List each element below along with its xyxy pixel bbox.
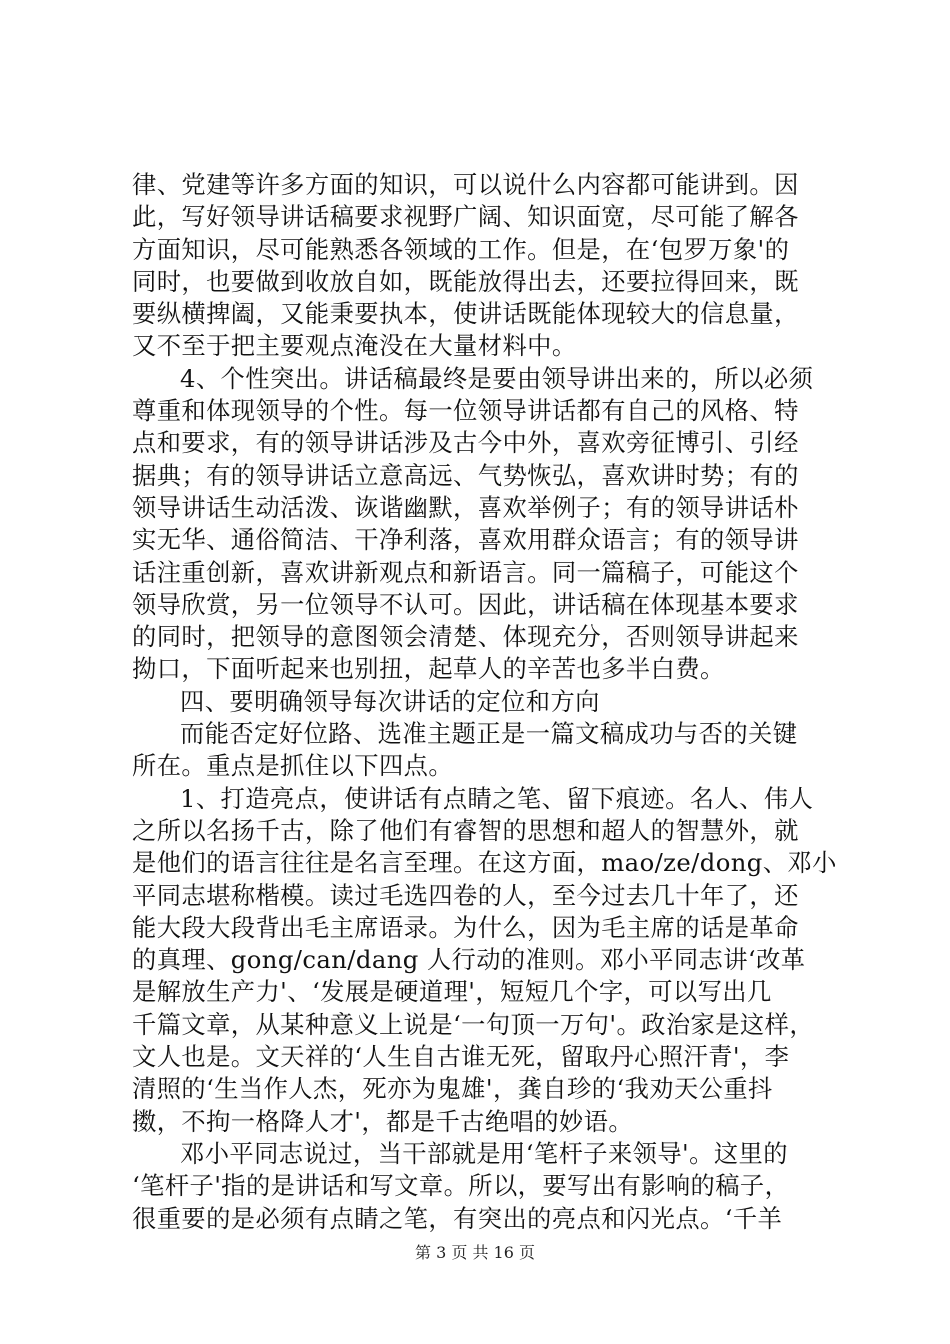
page-footer: 第 3 页 共 16 页 — [415, 1243, 535, 1262]
text-line: 清照的‘生当作人杰，死亦为鬼雄'，龚自珍的‘我劝天公重抖 — [132, 1074, 773, 1104]
text-line: 千篇文章，从某种意义上说是‘一句顶一万句'。政治家是这样， — [132, 1009, 815, 1039]
text-line: 点和要求，有的领导讲话涉及古今中外，喜欢旁征博引、引经 — [132, 428, 799, 458]
text-line: 又不至于把主要观点淹没在大量材料中。 — [132, 331, 577, 361]
text-line: 领导讲话生动活泼、诙谐幽默，喜欢举例子；有的领导讲话朴 — [132, 492, 799, 522]
text-line: 擞，不拘一格降人才'，都是千古绝唱的妙语。 — [132, 1106, 634, 1136]
text-line: 律、党建等许多方面的知识，可以说什么内容都可能讲到。因 — [132, 170, 799, 199]
text-line: 的真理、gong/can/dang 人行动的准则。邓小平同志讲‘改革 — [132, 945, 806, 975]
text-line: 尊重和体现领导的个性。每一位领导讲话都有自己的风格、特 — [132, 396, 799, 426]
text-line: 能大段大段背出毛主席语录。为什么，因为毛主席的话是革命 — [132, 912, 799, 942]
text-line: 而能否定好位路、选准主题正是一篇文稿成功与否的关键 — [180, 719, 798, 749]
text-line: 之所以名扬千古，除了他们有睿智的思想和超人的智慧外，就 — [132, 815, 799, 845]
text-line: 据典；有的领导讲话立意高远、气势恢弘，喜欢讲时势；有的 — [132, 460, 799, 490]
text-line: 4、个性突出。讲话稿最终是要由领导讲出来的，所以必须 — [180, 363, 814, 393]
text-line: 四、要明确领导每次讲话的定位和方向 — [180, 686, 600, 716]
text-line: 领导欣赏，另一位领导不认可。因此，讲话稿在体现基本要求 — [132, 589, 799, 619]
text-line: 话注重创新，喜欢讲新观点和新语言。同一篇稿子，可能这个 — [132, 557, 799, 587]
text-line: 平同志堪称楷模。读过毛选四卷的人，至今过去几十年了，还 — [132, 880, 799, 910]
text-line: 邓小平同志说过，当干部就是用‘笔杆子来领导'。这里的 — [180, 1138, 788, 1168]
text-line: 方面知识，尽可能熟悉各领域的工作。但是，在‘包罗万象'的 — [132, 234, 790, 264]
text-line: 很重要的是必须有点睛之笔，有突出的亮点和闪光点。‘千羊 — [132, 1203, 783, 1233]
text-line: 此，写好领导讲话稿要求视野广阔、知识面宽，尽可能了解各 — [132, 202, 799, 232]
body-text — [132, 169, 838, 1235]
text-line: 是解放生产力'、‘发展是硬道理'，短短几个字，可以写出几 — [132, 977, 772, 1007]
text-line: 要纵横捭阖，又能秉要执本，使讲话既能体现较大的信息量， — [132, 299, 799, 329]
text-line: 所在。重点是抓住以下四点。 — [132, 751, 454, 781]
text-line: 的同时，把领导的意图领会清楚、体现充分，否则领导讲起来 — [132, 622, 799, 652]
text-line: 实无华、通俗简洁、干净利落，喜欢用群众语言；有的领导讲 — [132, 525, 799, 555]
text-line: 文人也是。文天祥的‘人生自古谁无死，留取丹心照汗青'，李 — [132, 1042, 790, 1072]
text-line: ‘笔杆子'指的是讲话和写文章。所以，要写出有影响的稿子， — [132, 1171, 790, 1201]
text-line: 是他们的语言往往是名言至理。在这方面，mao/ze/dong、邓小 — [132, 848, 837, 878]
text-line: 同时，也要做到收放自如，既能放得出去，还要拉得回来，既 — [132, 266, 799, 296]
text-line: 1、打造亮点，使讲话有点睛之笔、留下痕迹。名人、伟人 — [180, 783, 814, 813]
text-line: 拗口，下面听起来也别扭，起草人的辛苦也多半白费。 — [132, 654, 725, 684]
